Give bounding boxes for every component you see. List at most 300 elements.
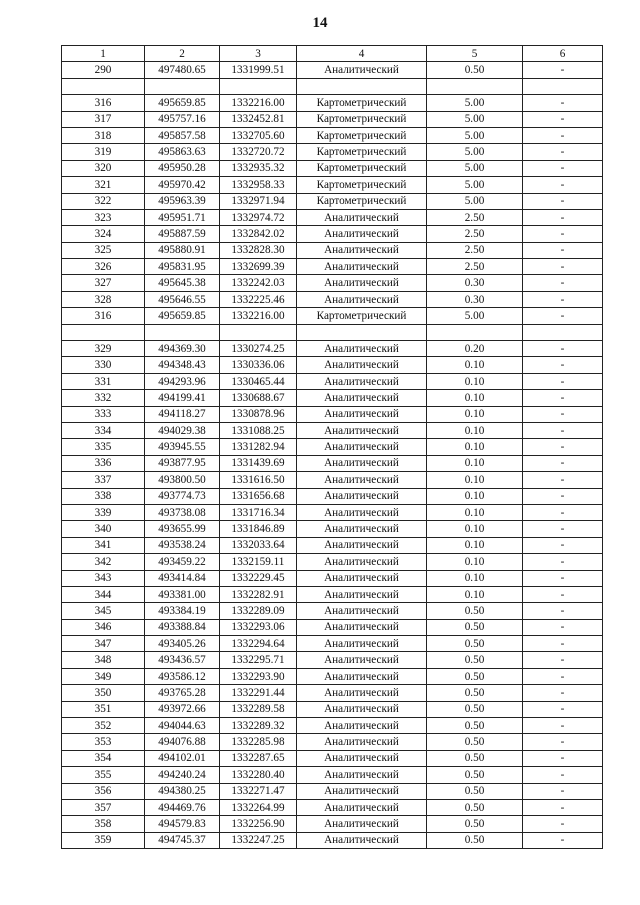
x-coordinate-cell: 495831.95: [145, 259, 220, 275]
table-row: [62, 291, 603, 307]
y-coordinate-cell: 1332280.40: [220, 767, 297, 783]
column-header-5: 5: [427, 46, 523, 62]
note-cell: -: [523, 275, 603, 291]
y-coordinate-cell: 1332247.25: [220, 832, 297, 848]
point-number-cell: 319: [62, 144, 145, 160]
table-row: [62, 127, 603, 143]
method-cell: Аналитический: [297, 422, 427, 438]
note-cell: -: [523, 127, 603, 143]
point-number-cell: 336: [62, 455, 145, 471]
accuracy-cell: 0.10: [427, 521, 523, 537]
x-coordinate-cell: 495645.38: [145, 275, 220, 291]
table-row: [62, 259, 603, 275]
point-number-cell: 316: [62, 95, 145, 111]
y-coordinate-cell: 1332293.06: [220, 619, 297, 635]
method-cell: Аналитический: [297, 472, 427, 488]
note-cell: -: [523, 652, 603, 668]
x-coordinate-cell: 494293.96: [145, 373, 220, 389]
table-row: [62, 373, 603, 389]
method-cell: Аналитический: [297, 504, 427, 520]
table-row: [62, 652, 603, 668]
method-cell: Аналитический: [297, 701, 427, 717]
accuracy-cell: 0.50: [427, 636, 523, 652]
method-cell: Картометрический: [297, 177, 427, 193]
x-coordinate-cell: 494199.41: [145, 390, 220, 406]
accuracy-cell: 0.50: [427, 668, 523, 684]
x-coordinate-cell: 493765.28: [145, 685, 220, 701]
y-coordinate-cell: 1331282.94: [220, 439, 297, 455]
column-header-6: 6: [523, 46, 603, 62]
accuracy-cell: 0.10: [427, 390, 523, 406]
column-header-1: 1: [62, 46, 145, 62]
y-coordinate-cell: 1332289.58: [220, 701, 297, 717]
table-row: [62, 455, 603, 471]
method-cell: Аналитический: [297, 832, 427, 848]
accuracy-cell: [427, 78, 523, 94]
point-number-cell: 356: [62, 783, 145, 799]
note-cell: -: [523, 619, 603, 635]
x-coordinate-cell: 493384.19: [145, 603, 220, 619]
x-coordinate-cell: 497480.65: [145, 62, 220, 78]
method-cell: Аналитический: [297, 799, 427, 815]
point-number-cell: 324: [62, 226, 145, 242]
y-coordinate-cell: 1332293.90: [220, 668, 297, 684]
table-row: [62, 603, 603, 619]
note-cell: [523, 324, 603, 340]
method-cell: Аналитический: [297, 275, 427, 291]
table-row: [62, 324, 603, 340]
note-cell: -: [523, 390, 603, 406]
x-coordinate-cell: 494380.25: [145, 783, 220, 799]
point-number-cell: 340: [62, 521, 145, 537]
y-coordinate-cell: [220, 78, 297, 94]
accuracy-cell: 0.50: [427, 734, 523, 750]
note-cell: -: [523, 832, 603, 848]
point-number-cell: 346: [62, 619, 145, 635]
point-number-cell: 327: [62, 275, 145, 291]
point-number-cell: 325: [62, 242, 145, 258]
note-cell: -: [523, 586, 603, 602]
accuracy-cell: 0.50: [427, 750, 523, 766]
point-number-cell: 318: [62, 127, 145, 143]
column-header-3: 3: [220, 46, 297, 62]
table-row: [62, 242, 603, 258]
header-row: [62, 46, 603, 62]
y-coordinate-cell: 1332971.94: [220, 193, 297, 209]
accuracy-cell: 0.10: [427, 570, 523, 586]
x-coordinate-cell: 494102.01: [145, 750, 220, 766]
method-cell: Аналитический: [297, 750, 427, 766]
column-header-4: 4: [297, 46, 427, 62]
table-row: [62, 570, 603, 586]
note-cell: -: [523, 472, 603, 488]
point-number-cell: 330: [62, 357, 145, 373]
y-coordinate-cell: 1332264.99: [220, 799, 297, 815]
table-row: [62, 439, 603, 455]
accuracy-cell: 0.50: [427, 701, 523, 717]
note-cell: -: [523, 570, 603, 586]
y-coordinate-cell: 1332295.71: [220, 652, 297, 668]
y-coordinate-cell: 1331846.89: [220, 521, 297, 537]
table-row: [62, 832, 603, 848]
accuracy-cell: 5.00: [427, 160, 523, 176]
point-number-cell: 342: [62, 554, 145, 570]
accuracy-cell: 2.50: [427, 209, 523, 225]
method-cell: Картометрический: [297, 111, 427, 127]
y-coordinate-cell: 1332294.64: [220, 636, 297, 652]
note-cell: -: [523, 242, 603, 258]
table-row: [62, 177, 603, 193]
accuracy-cell: 5.00: [427, 193, 523, 209]
table-row: [62, 78, 603, 94]
method-cell: Аналитический: [297, 783, 427, 799]
note-cell: -: [523, 177, 603, 193]
note-cell: -: [523, 308, 603, 324]
column-header-2: 2: [145, 46, 220, 62]
x-coordinate-cell: 494118.27: [145, 406, 220, 422]
y-coordinate-cell: 1331716.34: [220, 504, 297, 520]
note-cell: -: [523, 291, 603, 307]
table-row: [62, 275, 603, 291]
y-coordinate-cell: 1332974.72: [220, 209, 297, 225]
note-cell: -: [523, 521, 603, 537]
y-coordinate-cell: 1332720.72: [220, 144, 297, 160]
y-coordinate-cell: 1332289.32: [220, 718, 297, 734]
accuracy-cell: 0.50: [427, 619, 523, 635]
y-coordinate-cell: 1332452.81: [220, 111, 297, 127]
x-coordinate-cell: 493586.12: [145, 668, 220, 684]
method-cell: Аналитический: [297, 537, 427, 553]
method-cell: Картометрический: [297, 160, 427, 176]
point-number-cell: 329: [62, 341, 145, 357]
method-cell: Аналитический: [297, 357, 427, 373]
page-number: 14: [312, 15, 328, 31]
table-row: [62, 521, 603, 537]
point-number-cell: [62, 324, 145, 340]
y-coordinate-cell: 1332159.11: [220, 554, 297, 570]
note-cell: -: [523, 734, 603, 750]
y-coordinate-cell: 1332287.65: [220, 750, 297, 766]
point-number-cell: 338: [62, 488, 145, 504]
method-cell: Аналитический: [297, 62, 427, 78]
x-coordinate-cell: 493774.73: [145, 488, 220, 504]
y-coordinate-cell: 1330336.06: [220, 357, 297, 373]
y-coordinate-cell: 1330465.44: [220, 373, 297, 389]
note-cell: -: [523, 111, 603, 127]
x-coordinate-cell: 494469.76: [145, 799, 220, 815]
x-coordinate-cell: 495951.71: [145, 209, 220, 225]
method-cell: Аналитический: [297, 636, 427, 652]
table-row: [62, 767, 603, 783]
method-cell: Аналитический: [297, 586, 427, 602]
x-coordinate-cell: 495659.85: [145, 308, 220, 324]
point-number-cell: 343: [62, 570, 145, 586]
method-cell: Аналитический: [297, 668, 427, 684]
x-coordinate-cell: 495970.42: [145, 177, 220, 193]
method-cell: Аналитический: [297, 718, 427, 734]
accuracy-cell: 0.10: [427, 455, 523, 471]
method-cell: Аналитический: [297, 291, 427, 307]
method-cell: Аналитический: [297, 816, 427, 832]
method-cell: Аналитический: [297, 455, 427, 471]
accuracy-cell: 0.10: [427, 472, 523, 488]
y-coordinate-cell: 1332256.90: [220, 816, 297, 832]
y-coordinate-cell: 1332958.33: [220, 177, 297, 193]
accuracy-cell: 0.10: [427, 586, 523, 602]
method-cell: Картометрический: [297, 144, 427, 160]
method-cell: Аналитический: [297, 619, 427, 635]
point-number-cell: 316: [62, 308, 145, 324]
note-cell: -: [523, 341, 603, 357]
point-number-cell: 352: [62, 718, 145, 734]
table-row: [62, 504, 603, 520]
y-coordinate-cell: 1331656.68: [220, 488, 297, 504]
point-number-cell: 326: [62, 259, 145, 275]
table-row: [62, 783, 603, 799]
table-row: [62, 357, 603, 373]
table-row: [62, 341, 603, 357]
accuracy-cell: 2.50: [427, 259, 523, 275]
table-row: [62, 209, 603, 225]
point-number-cell: 349: [62, 668, 145, 684]
x-coordinate-cell: 494579.83: [145, 816, 220, 832]
x-coordinate-cell: 495880.91: [145, 242, 220, 258]
point-number-cell: 317: [62, 111, 145, 127]
note-cell: -: [523, 95, 603, 111]
accuracy-cell: 0.50: [427, 832, 523, 848]
x-coordinate-cell: 494745.37: [145, 832, 220, 848]
point-number-cell: 348: [62, 652, 145, 668]
y-coordinate-cell: 1332842.02: [220, 226, 297, 242]
accuracy-cell: 0.50: [427, 652, 523, 668]
table-row: [62, 193, 603, 209]
y-coordinate-cell: 1331616.50: [220, 472, 297, 488]
accuracy-cell: 0.30: [427, 291, 523, 307]
method-cell: Аналитический: [297, 652, 427, 668]
table-row: [62, 586, 603, 602]
x-coordinate-cell: 494348.43: [145, 357, 220, 373]
y-coordinate-cell: 1332216.00: [220, 95, 297, 111]
accuracy-cell: 5.00: [427, 127, 523, 143]
x-coordinate-cell: 493459.22: [145, 554, 220, 570]
method-cell: Аналитический: [297, 603, 427, 619]
point-number-cell: 331: [62, 373, 145, 389]
method-cell: Аналитический: [297, 685, 427, 701]
note-cell: -: [523, 603, 603, 619]
table-row: [62, 422, 603, 438]
accuracy-cell: 5.00: [427, 95, 523, 111]
y-coordinate-cell: 1332828.30: [220, 242, 297, 258]
note-cell: -: [523, 422, 603, 438]
point-number-cell: [62, 78, 145, 94]
table-row: [62, 685, 603, 701]
note-cell: -: [523, 783, 603, 799]
point-number-cell: 354: [62, 750, 145, 766]
note-cell: -: [523, 767, 603, 783]
point-number-cell: 355: [62, 767, 145, 783]
accuracy-cell: 5.00: [427, 111, 523, 127]
method-cell: Аналитический: [297, 390, 427, 406]
note-cell: -: [523, 144, 603, 160]
y-coordinate-cell: 1332935.32: [220, 160, 297, 176]
point-number-cell: 323: [62, 209, 145, 225]
table-row: [62, 160, 603, 176]
y-coordinate-cell: 1332289.09: [220, 603, 297, 619]
accuracy-cell: 0.10: [427, 357, 523, 373]
x-coordinate-cell: 495863.63: [145, 144, 220, 160]
x-coordinate-cell: 494029.38: [145, 422, 220, 438]
table-row: [62, 537, 603, 553]
note-cell: -: [523, 554, 603, 570]
note-cell: -: [523, 636, 603, 652]
table-row: [62, 488, 603, 504]
x-coordinate-cell: 494240.24: [145, 767, 220, 783]
accuracy-cell: 0.50: [427, 767, 523, 783]
x-coordinate-cell: 493738.08: [145, 504, 220, 520]
note-cell: -: [523, 226, 603, 242]
note-cell: -: [523, 62, 603, 78]
y-coordinate-cell: 1331088.25: [220, 422, 297, 438]
accuracy-cell: 0.10: [427, 537, 523, 553]
note-cell: -: [523, 259, 603, 275]
x-coordinate-cell: 493800.50: [145, 472, 220, 488]
table-body: [62, 62, 603, 849]
method-cell: Аналитический: [297, 488, 427, 504]
method-cell: Аналитический: [297, 734, 427, 750]
note-cell: [523, 78, 603, 94]
method-cell: Аналитический: [297, 521, 427, 537]
x-coordinate-cell: 493945.55: [145, 439, 220, 455]
x-coordinate-cell: 493436.57: [145, 652, 220, 668]
accuracy-cell: 0.50: [427, 62, 523, 78]
x-coordinate-cell: 495963.39: [145, 193, 220, 209]
y-coordinate-cell: 1332705.60: [220, 127, 297, 143]
table-row: [62, 816, 603, 832]
point-number-cell: 351: [62, 701, 145, 717]
x-coordinate-cell: 495646.55: [145, 291, 220, 307]
point-number-cell: 332: [62, 390, 145, 406]
method-cell: [297, 78, 427, 94]
note-cell: -: [523, 406, 603, 422]
table-row: [62, 111, 603, 127]
point-number-cell: 344: [62, 586, 145, 602]
point-number-cell: 320: [62, 160, 145, 176]
note-cell: -: [523, 685, 603, 701]
y-coordinate-cell: 1332291.44: [220, 685, 297, 701]
x-coordinate-cell: 494076.88: [145, 734, 220, 750]
note-cell: -: [523, 488, 603, 504]
x-coordinate-cell: 495950.28: [145, 160, 220, 176]
point-number-cell: 333: [62, 406, 145, 422]
table-row: [62, 226, 603, 242]
method-cell: Аналитический: [297, 439, 427, 455]
x-coordinate-cell: 493405.26: [145, 636, 220, 652]
method-cell: Аналитический: [297, 259, 427, 275]
note-cell: -: [523, 537, 603, 553]
note-cell: -: [523, 357, 603, 373]
y-coordinate-cell: 1332271.47: [220, 783, 297, 799]
accuracy-cell: 0.20: [427, 341, 523, 357]
y-coordinate-cell: 1330878.96: [220, 406, 297, 422]
y-coordinate-cell: 1332699.39: [220, 259, 297, 275]
table-row: [62, 406, 603, 422]
accuracy-cell: 0.10: [427, 488, 523, 504]
method-cell: Аналитический: [297, 406, 427, 422]
accuracy-cell: 0.30: [427, 275, 523, 291]
coordinates-table: [61, 45, 603, 849]
y-coordinate-cell: 1332282.91: [220, 586, 297, 602]
x-coordinate-cell: 493388.84: [145, 619, 220, 635]
accuracy-cell: 5.00: [427, 177, 523, 193]
point-number-cell: 347: [62, 636, 145, 652]
method-cell: Картометрический: [297, 127, 427, 143]
accuracy-cell: 0.50: [427, 718, 523, 734]
accuracy-cell: 2.50: [427, 242, 523, 258]
table-row: [62, 390, 603, 406]
method-cell: Картометрический: [297, 193, 427, 209]
point-number-cell: 328: [62, 291, 145, 307]
method-cell: Аналитический: [297, 242, 427, 258]
table-row: [62, 619, 603, 635]
point-number-cell: 345: [62, 603, 145, 619]
method-cell: Картометрический: [297, 95, 427, 111]
method-cell: Аналитический: [297, 373, 427, 389]
y-coordinate-cell: 1332242.03: [220, 275, 297, 291]
point-number-cell: 350: [62, 685, 145, 701]
y-coordinate-cell: 1330274.25: [220, 341, 297, 357]
x-coordinate-cell: 493414.84: [145, 570, 220, 586]
point-number-cell: 321: [62, 177, 145, 193]
y-coordinate-cell: 1332285.98: [220, 734, 297, 750]
x-coordinate-cell: 495659.85: [145, 95, 220, 111]
table-row: [62, 144, 603, 160]
accuracy-cell: 0.50: [427, 603, 523, 619]
accuracy-cell: 0.50: [427, 816, 523, 832]
note-cell: -: [523, 504, 603, 520]
note-cell: -: [523, 373, 603, 389]
x-coordinate-cell: 494369.30: [145, 341, 220, 357]
y-coordinate-cell: 1332229.45: [220, 570, 297, 586]
note-cell: -: [523, 718, 603, 734]
accuracy-cell: 0.50: [427, 783, 523, 799]
accuracy-cell: 5.00: [427, 144, 523, 160]
table-row: [62, 95, 603, 111]
note-cell: -: [523, 439, 603, 455]
note-cell: -: [523, 193, 603, 209]
y-coordinate-cell: 1332225.46: [220, 291, 297, 307]
table-row: [62, 668, 603, 684]
point-number-cell: 337: [62, 472, 145, 488]
method-cell: [297, 324, 427, 340]
table-row: [62, 554, 603, 570]
accuracy-cell: 0.10: [427, 406, 523, 422]
x-coordinate-cell: 493381.00: [145, 586, 220, 602]
table-row: [62, 308, 603, 324]
accuracy-cell: 5.00: [427, 308, 523, 324]
accuracy-cell: 0.50: [427, 799, 523, 815]
method-cell: Аналитический: [297, 554, 427, 570]
table-row: [62, 718, 603, 734]
y-coordinate-cell: 1331439.69: [220, 455, 297, 471]
accuracy-cell: 2.50: [427, 226, 523, 242]
table-header: [62, 46, 603, 62]
accuracy-cell: 0.10: [427, 373, 523, 389]
x-coordinate-cell: 494044.63: [145, 718, 220, 734]
y-coordinate-cell: 1330688.67: [220, 390, 297, 406]
note-cell: -: [523, 816, 603, 832]
point-number-cell: 341: [62, 537, 145, 553]
point-number-cell: 335: [62, 439, 145, 455]
